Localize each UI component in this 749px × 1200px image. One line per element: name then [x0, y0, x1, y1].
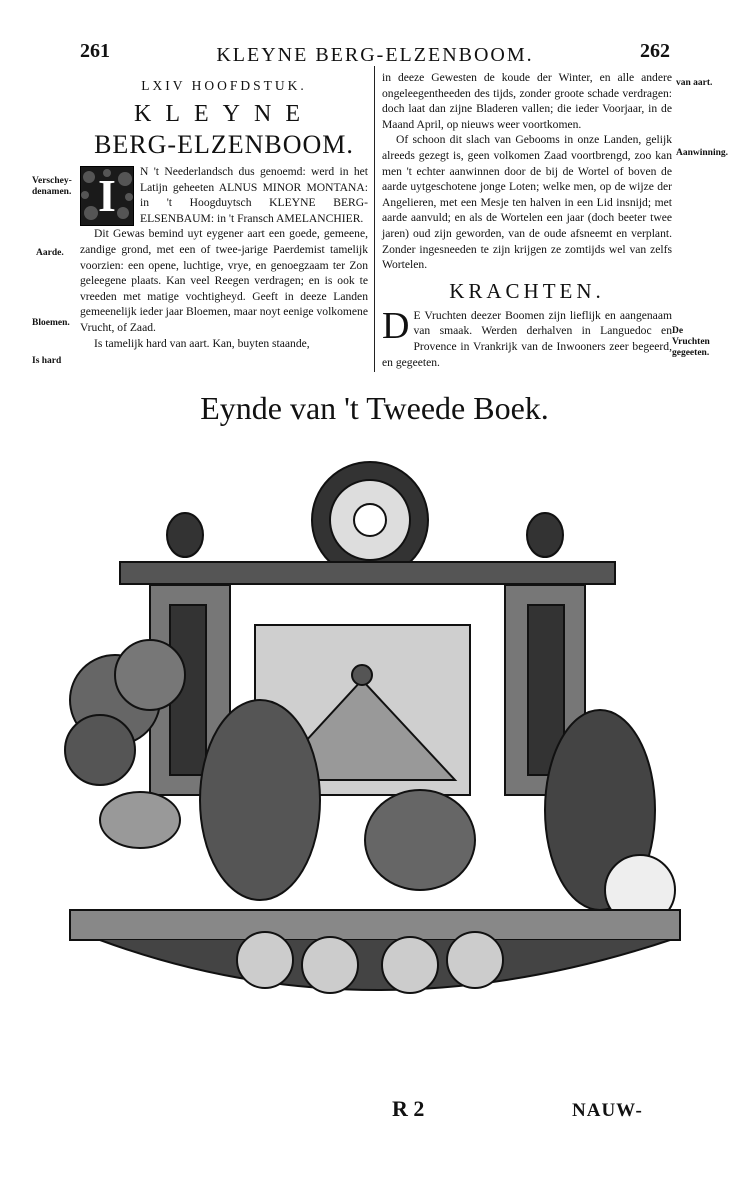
- margin-note-flowers: Bloemen.: [32, 318, 70, 328]
- engraved-vignette: [40, 440, 710, 1005]
- running-title: KLEYNE BERG-ELZENBOOM.: [216, 44, 534, 66]
- margin-note-names: Verschey-denamen.: [32, 176, 72, 197]
- page-number-left: 261: [80, 40, 110, 62]
- paragraph-soil: Dit Gewas bemind uyt eygener aart een goede, gemeene, zandige grond, met een of twee-jarige Paerdemist tamelijk voorzien: een opene, luchtige, vrye, en genoegzaam ter Zon geleegene plaats. Kan veel Reegen verdragen; en is ook te vreeden met matige vochtigheyd. Geeft in deeze Landen gemeenelijk ieder jaar Bloemen, maar noyt eenige volkomene Vrucht, of Zaad.: [80, 227, 368, 334]
- paragraph-winter: in deeze Gewesten de koude der Winter, en alle andere ongeleegentheeden des tijds, zonder groote schade verdragen: doch laat dan zijne Bladeren vallen; die ieder Voorjaar, in de Maand April, op nieuws weer voortkomen.: [382, 71, 672, 131]
- margin-note-nature: van aart.: [676, 78, 713, 88]
- section-heading-krachten: KRACHTEN.: [449, 278, 605, 303]
- margin-note-hardy: Is hard: [32, 356, 62, 366]
- signature-mark: R 2: [392, 1096, 425, 1121]
- drop-capital: D: [382, 304, 410, 347]
- margin-note-fruits: De Vruchten gegeeten.: [672, 326, 710, 358]
- paragraph-names: N 't Neederlandsch dus genoemd: werd in het Latijn geheeten ALNUS MINOR MONTANA: in 't Hoogduytsch KLEYNE BERG-ELSENBAUM: in 't Fransch AMELANCHIER.: [140, 165, 368, 225]
- column-rule: [374, 66, 375, 372]
- chapter-heading: LXIV HOOFDSTUK.: [141, 78, 307, 93]
- page-number-right: 262: [640, 40, 670, 62]
- end-of-book-title: Eynde van 't Tweede Boek.: [200, 390, 549, 426]
- paragraph-hardiness: Is tamelijk hard van aart. Kan, buyten staande,: [94, 336, 310, 350]
- catchword: NAUW-: [572, 1100, 643, 1121]
- decorated-initial: [80, 166, 134, 226]
- allegorical-engraving-icon: [40, 440, 710, 1000]
- paragraph-propagation: Of schoon dit slach van Gebooms in onze Landen, gelijk alreeds gezegt is, geen volkomen Zaad voortbrengd, zoo kan men 't echter aanwinnen door de bij de Wortel of boven de aarde uytgeschotene jonge Loten; welke men, op de wijze der Angelieren, met een Mesje ten halven in een Lid insnijd; met aarde aanvuld; en als de Wortelen een jaar (doch beeter twee jaren) oud zijn geworden, van de oude afsneemt en verplant. Zonder ingesneeden te zijn krijgen ze zomtijds wel van zelfs Wortelen.: [382, 133, 672, 272]
- right-column: [382, 70, 672, 370]
- margin-note-soil: Aarde.: [36, 248, 64, 258]
- chapter-title-line2: BERG-ELZENBOOM.: [94, 130, 354, 159]
- left-column: [80, 78, 368, 351]
- chapter-title-line1: KLEYNE: [134, 101, 314, 127]
- initial-letter: I: [98, 170, 116, 221]
- paragraph-fruits: E Vruchten deezer Boomen zijn lieflijk en aangenaam van smaak. Werden derhalven in Languedoc en Provence in Vrankrijk van de Inwooners zeer begeerd, en gegeeten.: [382, 308, 672, 369]
- margin-note-propagation: Aanwinning.: [676, 148, 729, 158]
